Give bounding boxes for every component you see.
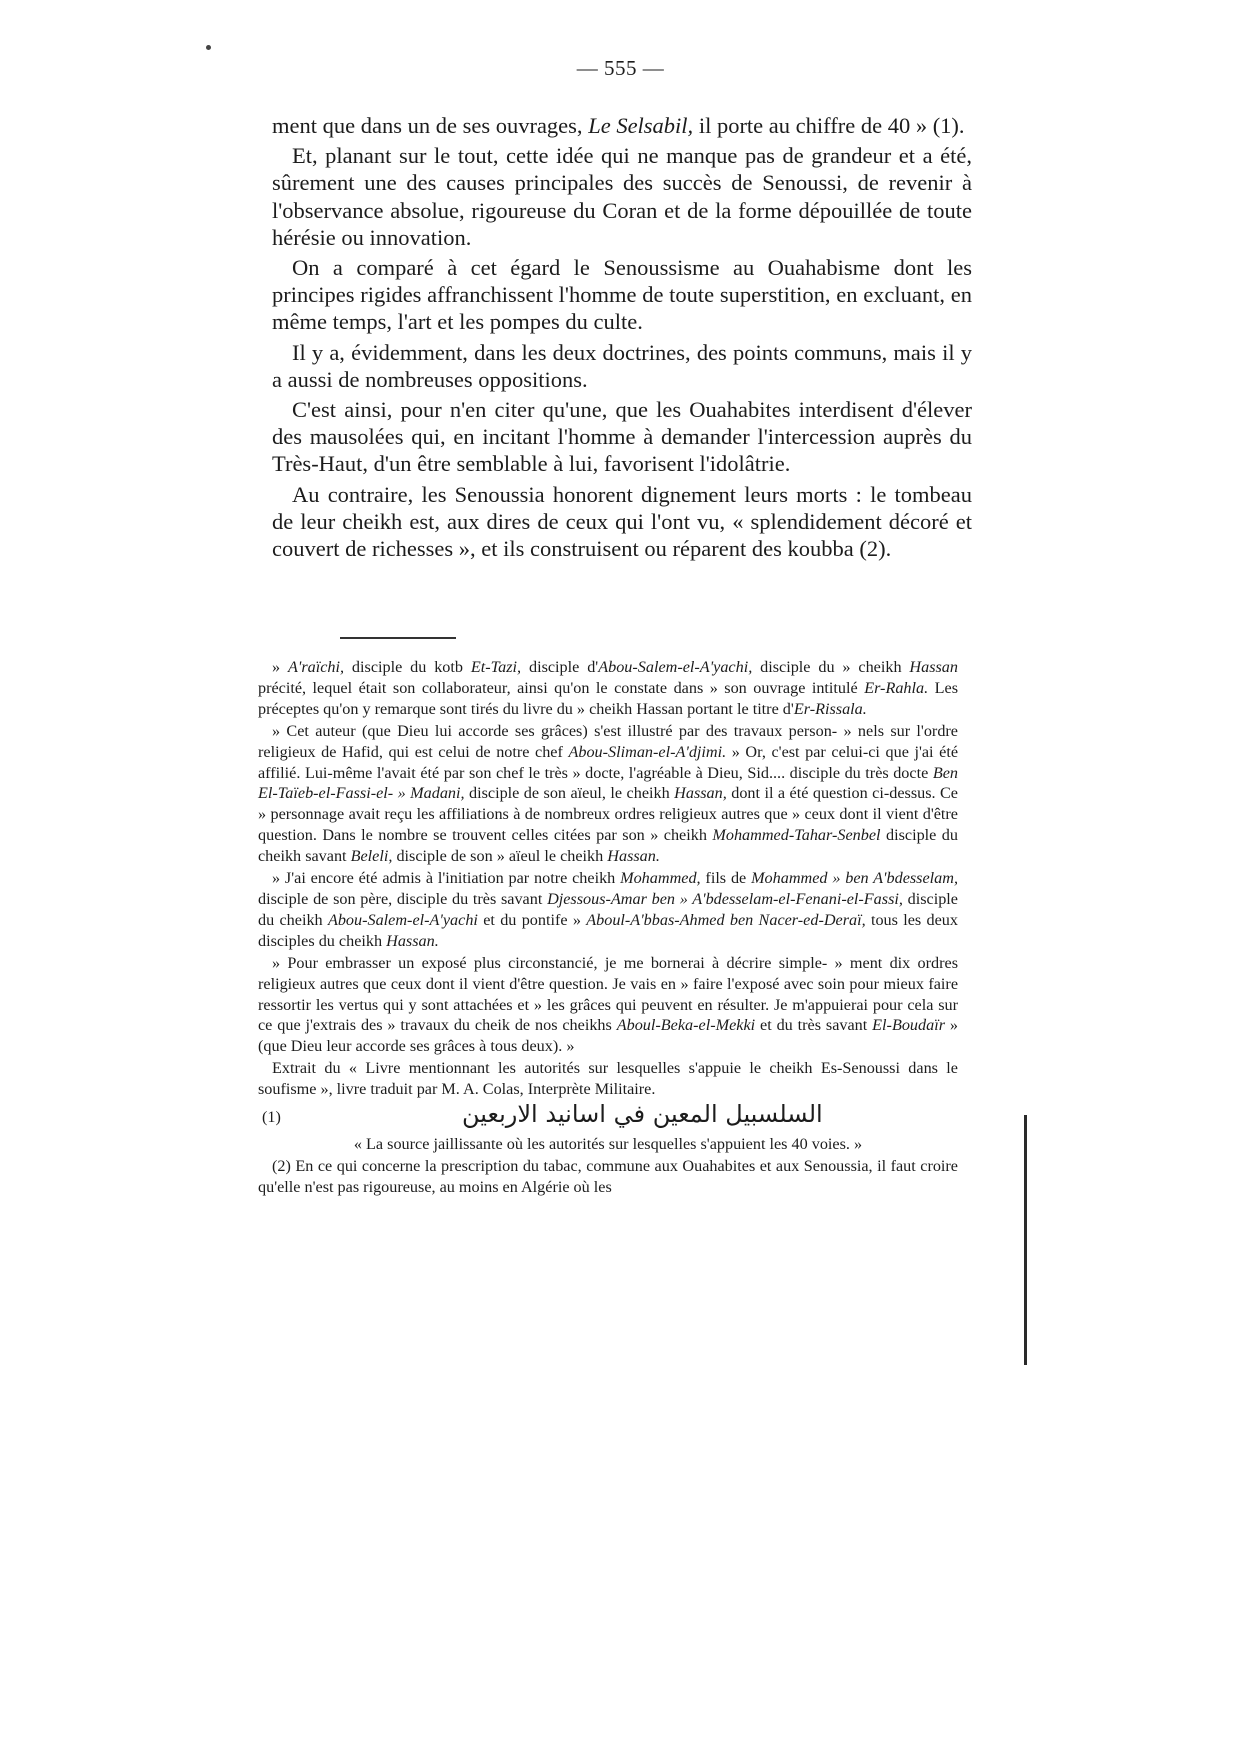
italic-name: Aboul-Beka-el-Mekki — [616, 1016, 756, 1035]
italic-name: Er-Rahla. — [864, 678, 929, 697]
margin-scan-line — [1024, 1115, 1027, 1365]
italic-name: Djessous-Amar ben » A'bdesselam-el-Fenani-el-Fassi, — [547, 889, 903, 908]
italic-name: Mohammed » ben A'bdesselam, — [751, 869, 958, 888]
text-run: C'est ainsi, pour n'en citer qu'une, que les Ouahabites interdisent d'élever des mausolées qui, en incitant l'homme à demander l'intercession auprès du Très-Haut, d'un être semblable à lui, favorisent l'idolâtrie. — [272, 397, 972, 477]
italic-name: Abou-Salem-el-A'yachi — [327, 910, 478, 929]
stray-ink-dot — [206, 45, 211, 50]
quoted-extract — [258, 657, 958, 1100]
text-run: » (que Dieu leur accorde ses grâces à tous deux). » — [258, 1016, 958, 1056]
text-run: » — [272, 658, 288, 676]
italic-name: Hassan, — [674, 784, 727, 803]
paragraph-5 — [272, 396, 972, 478]
footnote-1-arabic-line — [258, 1100, 958, 1129]
note-paragraph-2 — [258, 721, 958, 867]
italic-name: Hassan. — [607, 847, 660, 866]
italic-name: Ben El-Taïeb-el-Fassi-el- » Madani, — [258, 763, 958, 803]
text-run: » Or, c'est par celui-ci que j'ai été affilié. Lui-même l'avait été par son chef le très » docte, l'agréable à Dieu, Sid.... disciple du très docte — [258, 742, 959, 782]
text-run: disciple de son » aïeul le cheikh — [392, 847, 608, 866]
footnote-2: (2) En ce qui concerne la prescription du tabac, commune aux Ouahabites et aux Senoussia, il faut croire qu'elle n'est pas rigoureuse, au moins en Algérie où les — [258, 1156, 958, 1196]
text-run: et du très savant — [755, 1016, 873, 1035]
italic-name: Mohammed, — [620, 869, 701, 888]
text-run: dont il a été question ci-dessus. Ce » personnage avait reçu les affiliations à de nombreux ordres religieux autres que » ceux dont il vient d'être question. Dans le nombre se trouvent celles citées par son » cheikh — [258, 784, 958, 845]
italic-name: Le Selsabil, — [588, 113, 694, 138]
italic-name: Hassan — [909, 658, 958, 676]
note-paragraph-5 — [258, 1058, 958, 1100]
footnote-1-number: (1) — [262, 1108, 281, 1127]
footnote-separator — [340, 637, 456, 639]
text-run: disciple de son aïeul, le cheikh — [464, 784, 675, 803]
text-run: Et, planant sur le tout, cette idée qui ne manque pas de grandeur et a été, sûrement une des causes principales des succès de Senoussi, de revenir à l'observance absolue, rigoureuse du Coran et de la forme dépouillée de toute hérésie ou innovation. — [272, 143, 972, 250]
text-run: disciple d' — [521, 658, 599, 676]
italic-name: Abou-Salem-el-A'yachi, — [598, 658, 753, 676]
text-run: disciple du cheikh — [258, 889, 958, 929]
footnotes-block — [258, 657, 958, 1199]
text-run: tous les deux disciples du cheikh — [258, 910, 958, 950]
text-run: Les préceptes qu'on y remarque sont tirés du livre du » cheikh Hassan portant le titre d' — [258, 678, 958, 718]
text-run: et du pontife » — [477, 910, 587, 929]
main-body-text — [272, 112, 972, 565]
text-run: Au contraire, les Senoussia honorent dignement leurs morts : le tombeau de leur cheikh est, aux dires de ceux qui l'ont vu, « splendidement décoré et couvert de richesses », et ils construisent ou réparent des koubba (2). — [272, 481, 972, 562]
paragraph-4 — [272, 339, 972, 393]
text-run: » J'ai encore été admis à l'initiation par notre cheikh — [272, 869, 621, 888]
text-run: Extrait du « Livre mentionnant les autorités sur lesquelles s'appuie le cheikh Es-Senoussi dans le soufisme », livre traduit par M. A. Colas, Interprète Militaire. — [258, 1059, 958, 1099]
page-number: — 555 — — [576, 56, 665, 80]
text-run: » Cet auteur (que Dieu lui accorde ses grâces) s'est illustré par des travaux person- » nels sur l'ordre religieux de Hafid, qui est celui de notre chef — [258, 721, 958, 761]
paragraph-3 — [272, 254, 972, 336]
text-run: il porte au chiffre de 40 » (1). — [693, 113, 965, 138]
paragraph-6 — [272, 481, 972, 563]
note-paragraph-1 — [258, 657, 958, 720]
italic-name: A'raïchi, — [287, 658, 345, 676]
italic-name: Aboul-A'bbas-Ahmed ben Nacer-ed-Deraï, — [586, 910, 866, 929]
text-run: » Pour embrasser un exposé plus circonstancié, je me bornerai à décrire simple- » ment dix ordres religieux autres que ceux dont il vient d'être question. Je vais en » faire l'exposé avec soin pour mieux faire ressortir les vertus qui y sont attachées et » les grâces qui peuvent en résulter. Je m'appuierai pour cela sur ce que j'extrais des » travaux du cheik de nos cheikhs — [258, 953, 958, 1035]
italic-name: Hassan. — [386, 931, 439, 950]
text-run: précité, lequel était son collaborateur, ainsi qu'on le constate dans » son ouvrage intitulé — [258, 678, 865, 697]
note-paragraph-3 — [258, 868, 958, 952]
paragraph-2 — [272, 142, 972, 251]
italic-name: Mohammed-Tahar-Senbel — [712, 826, 881, 845]
text-run: fils de — [700, 869, 752, 888]
text-run: disciple du » cheikh — [752, 658, 910, 676]
note-paragraph-4 — [258, 953, 958, 1058]
text-run: disciple du cheikh savant — [258, 826, 958, 866]
text-run: On a comparé à cet égard le Senoussisme au Ouahabisme dont les principes rigides affranchissent l'homme de toute superstition, en excluant, en même temps, l'art et les pompes du culte. — [272, 255, 972, 335]
footnote-1-translation: « La source jaillissante où les autorités sur lesquelles s'appuient les 40 voies. » — [353, 1134, 863, 1153]
italic-name: Et-Tazi, — [470, 658, 522, 676]
italic-name: El-Boudaïr — [872, 1016, 946, 1035]
text-run: disciple du kotb — [344, 658, 471, 676]
paragraph-1 — [272, 112, 972, 139]
footnote-1-arabic-title: السلسبيل المعين في اسانيد الاربعين — [462, 1100, 823, 1129]
italic-name: Abou-Sliman-el-A'djimi. — [568, 742, 727, 761]
text-run: disciple de son père, disciple du très savant — [258, 889, 548, 908]
text-run: ment que dans un de ses ouvrages, — [272, 113, 589, 138]
italic-name: Er-Rissala. — [793, 699, 867, 718]
italic-name: Beleli, — [350, 847, 393, 866]
text-run: Il y a, évidemment, dans les deux doctrines, des points communs, mais il y a aussi de nombreuses oppositions. — [272, 339, 972, 392]
